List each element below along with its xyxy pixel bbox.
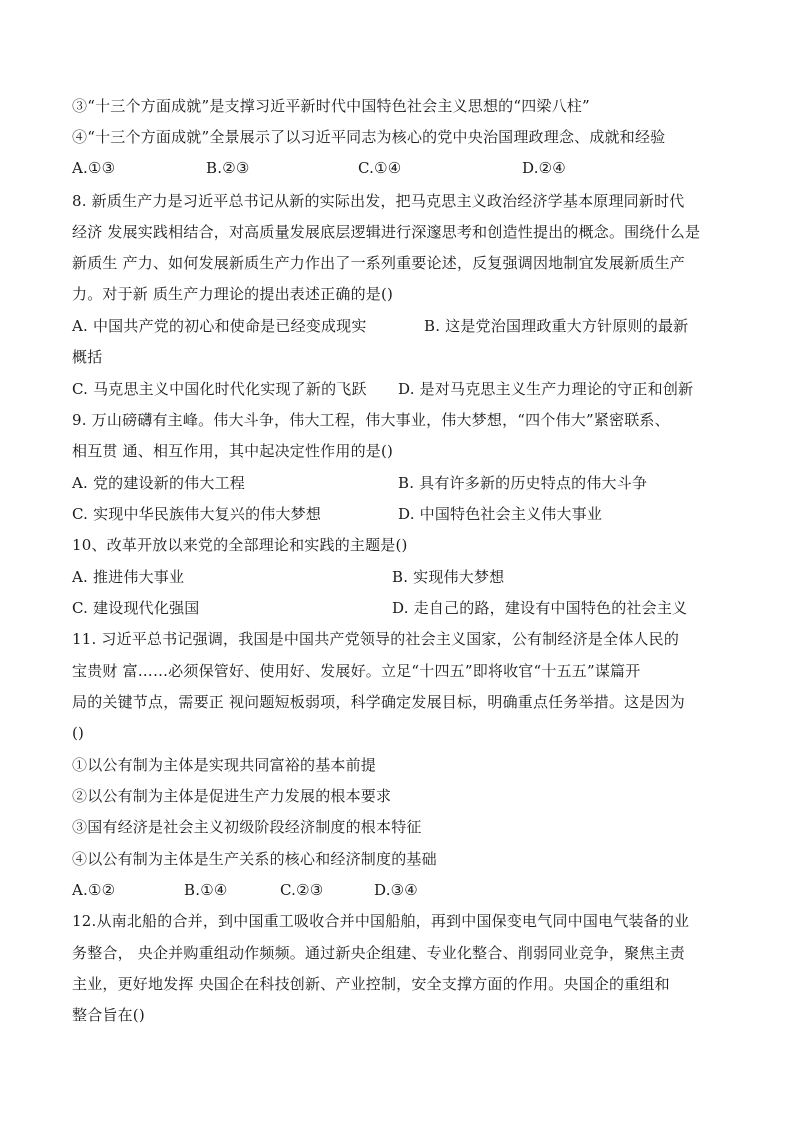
q12-stem-line-3: 主业，更好地发挥 央国企在科技创新、产业控制，安全支撑方面的作用。央国企的重组和	[72, 975, 670, 993]
q7-choice-d: D.②④	[522, 159, 566, 177]
q8-options-row-2	[72, 379, 722, 399]
q8-option-c: C. 马克思主义中国化时代化实现了新的飞跃	[72, 380, 367, 398]
q12-stem-line-2: 务整合， 央企并购重组动作频频。通过新央企组建、专业化整合、削弱同业竞争，聚焦主责	[72, 944, 685, 962]
q11-choice-a: A.①②	[72, 881, 116, 899]
q10-option-b: B. 实现伟大梦想	[392, 568, 505, 586]
q9-options-row-2	[72, 504, 722, 524]
q10-option-d: D. 走自己的路，建设有中国特色的社会主义	[392, 599, 688, 617]
q8-stem-line-2: 经济 发展实践相结合，对高质量发展底层逻辑进行深邃思考和创造性提出的概念。围绕什么是	[72, 223, 701, 241]
q10-stem: 10、改革开放以来党的全部理论和实践的主题是()	[72, 536, 408, 554]
q11-choices	[72, 880, 722, 900]
q11-choice-d: D.③④	[374, 881, 418, 899]
q11-choice-c: C.②③	[280, 881, 324, 899]
q7-choice-b: B.②③	[206, 159, 250, 177]
q8-option-b: B. 这是党治国理政重大方针原则的最新	[424, 317, 689, 335]
q9-option-c: C. 实现中华民族伟大复兴的伟大梦想	[72, 505, 322, 523]
q9-option-a: A. 党的建设新的伟大工程	[72, 474, 245, 492]
q12-stem-line-4: 整合旨在()	[72, 1006, 145, 1024]
q8-options-row-1	[72, 316, 722, 336]
q7-choice-c: C.①④	[358, 159, 402, 177]
q8-stem-line-4: 力。对于新 质生产力理论的提出表述正确的是()	[72, 285, 394, 303]
q7-statement-4: ④“十三个方面成就”全景展示了以习近平同志为核心的党中央治国理政理念、成就和经验	[72, 128, 666, 146]
q12-stem-line-1: 12.从南北船的合并，到中国重工吸收合并中国船舶，再到中国保变电气同中国电气装备的业	[72, 912, 690, 930]
q11-stem-line-4: ()	[72, 724, 85, 742]
q7-choices	[72, 158, 722, 178]
q11-stem-line-2: 宝贵财 富……必须保管好、使用好、发展好。立足“十四五”即将收官“十五五”谋篇开	[72, 662, 641, 680]
q11-statement-3: ③国有经济是社会主义初级阶段经济制度的根本特征	[72, 818, 422, 836]
q9-stem-line-2: 相互贯 通、相互作用，其中起决定性作用的是()	[72, 442, 394, 460]
q8-option-b-cont: 概括	[72, 348, 103, 366]
q7-statement-3: ③“十三个方面成就”是支撑习近平新时代中国特色社会主义思想的“四梁八柱”	[72, 97, 590, 115]
q9-options-row-1	[72, 473, 722, 493]
q10-option-c: C. 建设现代化强国	[72, 599, 200, 617]
q8-stem-line-1: 8. 新质生产力是习近平总书记从新的实际出发，把马克思主义政治经济学基本原理同新时代	[72, 192, 685, 210]
q10-options-row-2	[72, 598, 722, 618]
q8-option-a: A. 中国共产党的初心和使命是已经变成现实	[72, 317, 367, 335]
q9-option-b: B. 具有许多新的历史特点的伟大斗争	[398, 474, 648, 492]
q11-statement-2: ②以公有制为主体是促进生产力发展的根本要求	[72, 787, 392, 805]
q10-options-row-1	[72, 567, 722, 587]
q11-statement-4: ④以公有制为主体是生产关系的核心和经济制度的基础	[72, 850, 437, 868]
q11-statement-1: ①以公有制为主体是实现共同富裕的基本前提	[72, 756, 377, 774]
q9-stem-line-1: 9. 万山磅礴有主峰。伟大斗争，伟大工程，伟大事业，伟大梦想，“四个伟大”紧密联系、	[72, 411, 670, 429]
q9-option-d: D. 中国特色社会主义伟大事业	[398, 505, 603, 523]
q8-option-d: D. 是对马克思主义生产力理论的守正和创新	[398, 380, 694, 398]
q8-stem-line-3: 新质生 产力、如何发展新质生产力作出了一系列重要论述，反复强调因地制宜发展新质生产	[72, 254, 685, 272]
q11-stem-line-1: 11. 习近平总书记强调，我国是中国共产党领导的社会主义国家，公有制经济是全体人民的	[72, 630, 680, 648]
q11-choice-b: B.①④	[184, 881, 228, 899]
q10-option-a: A. 推进伟大事业	[72, 568, 185, 586]
q7-choice-a: A.①③	[72, 159, 116, 177]
q11-stem-line-3: 局的关键节点，需要正 视问题短板弱项，科学确定发展目标，明确重点任务举措。这是因为	[72, 693, 685, 711]
